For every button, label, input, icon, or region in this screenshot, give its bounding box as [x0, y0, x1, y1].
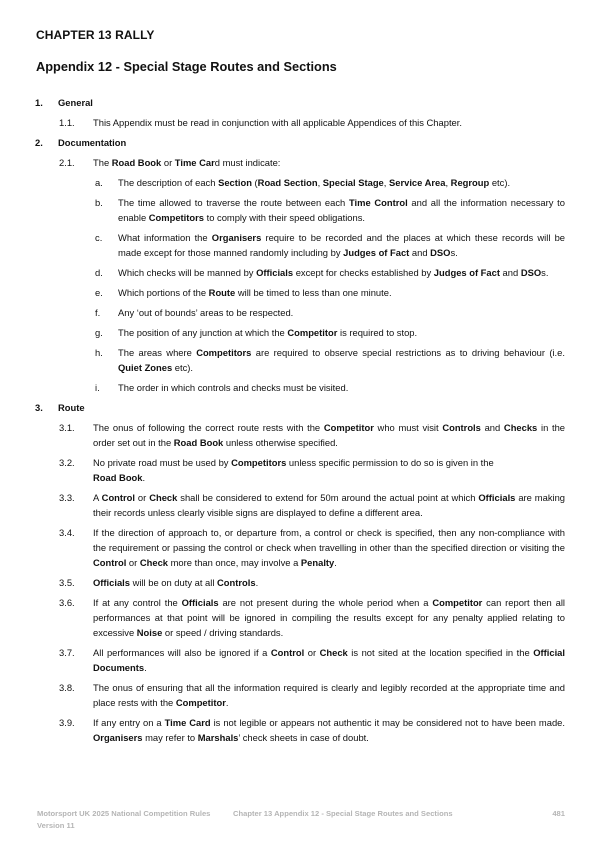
footer-rules-title: Motorsport UK 2025 National Competition Rules: [37, 809, 211, 818]
clause-text: The position of any junction at which the Competitor is required to stop.: [118, 327, 418, 338]
clause-row: [35, 490, 565, 520]
clause-number: h.: [95, 347, 103, 358]
section-heading-row: [35, 400, 565, 415]
clause-text: Officials will be on duty at all Controls.: [93, 577, 259, 588]
clause-text: The order in which controls and checks must be visited.: [118, 382, 349, 393]
clause-text: The Road Book or Time Card must indicate:: [93, 157, 281, 168]
clause-number: 2.1.: [59, 157, 75, 168]
clause-row: [35, 265, 565, 280]
clause-row: [35, 230, 565, 260]
clause-number: 2.: [35, 137, 43, 148]
clause-row: [35, 420, 565, 450]
clause-number: 3.8.: [59, 682, 75, 693]
clause-number: d.: [95, 267, 103, 278]
clause-number: e.: [95, 287, 103, 298]
section-heading-text: Route: [58, 402, 85, 413]
section-heading-row: [35, 95, 565, 110]
clause-text: The onus of ensuring that all the information required is clearly and legibly recorded at the appropriate time and place rests with the Competitor.: [93, 682, 565, 708]
clause-number: 3.5.: [59, 577, 75, 588]
clause-number: 3.7.: [59, 647, 75, 658]
clause-row: [35, 525, 565, 570]
clause-text: If the direction of approach to, or departure from, a control or check is specified, then any non-compliance with the requirement or passing the control or check when travelling in other than the specified direction or visiting the Control or Check more than once, may involve a Penalty.: [93, 527, 565, 568]
clause-text: What information the Organisers require to be recorded and the places at which these records will be made except for those manned randomly including by Judges of Fact and DSOs.: [118, 232, 566, 258]
clause-row: [35, 345, 565, 375]
appendix-title: Appendix 12 - Special Stage Routes and Sections: [36, 59, 337, 74]
clause-number: 3.: [35, 402, 43, 413]
clause-number: 3.3.: [59, 492, 75, 503]
clause-number: 3.9.: [59, 717, 75, 728]
clause-number: i.: [95, 382, 100, 393]
footer-page-number: 481: [552, 809, 565, 818]
clause-text: This Appendix must be read in conjunction with all applicable Appendices of this Chapter.: [93, 117, 462, 128]
clause-text: Which checks will be manned by Officials except for checks established by Judges of Fact and DSOs.: [118, 267, 549, 278]
clause-text: No private road must be used by Competitors unless specific permission to do so is given in the Road Book.: [93, 457, 494, 483]
clause-row: [35, 455, 565, 485]
clause-number: c.: [95, 232, 103, 243]
clause-row: [35, 285, 565, 300]
section-heading-text: General: [58, 97, 93, 108]
clause-row: [35, 715, 565, 745]
clause-row: [35, 325, 565, 340]
clause-number: 3.6.: [59, 597, 75, 608]
clause-row: [35, 155, 565, 170]
clause-number: b.: [95, 197, 103, 208]
section-heading-text: Documentation: [58, 137, 127, 148]
clause-text: The areas where Competitors are required to observe special restrictions as to driving behaviour (i.e. Quiet Zones etc).: [118, 347, 565, 373]
chapter-title: CHAPTER 13 RALLY: [36, 28, 155, 42]
footer-left-block: [37, 808, 237, 832]
clause-row: [35, 575, 565, 590]
clause-row: [35, 175, 565, 190]
clause-number: g.: [95, 327, 103, 338]
clause-text: Which portions of the Route will be timed to less than one minute.: [118, 287, 392, 298]
footer-chapter-reference: Chapter 13 Appendix 12 - Special Stage Routes and Sections: [233, 809, 453, 818]
clause-row: [35, 195, 565, 225]
clause-text: A Control or Check shall be considered to extend for 50m around the actual point at which Officials are making their records unless clearly visible signs are displayed to define a different area.: [93, 492, 566, 518]
clause-text: The time allowed to traverse the route between each Time Control and all the information necessary to enable Competitors to comply with their speed obligations.: [118, 197, 565, 223]
document-body: [35, 95, 565, 745]
clause-text: Any ‘out of bounds’ areas to be respected.: [118, 307, 294, 318]
clause-text: The onus of following the correct route rests with the Competitor who must visit Controls and Checks in the order set out in the Road Book unless otherwise specified.: [93, 422, 566, 448]
clause-number: 3.2.: [59, 457, 75, 468]
footer-version: Version 11: [37, 821, 75, 830]
clause-row: [35, 595, 565, 640]
clause-text: The description of each Section (Road Section, Special Stage, Service Area, Regroup etc).: [118, 177, 511, 188]
clause-number: a.: [95, 177, 103, 188]
section-heading-row: [35, 135, 565, 150]
clause-text: If any entry on a Time Card is not legible or appears not authentic it may be considered not to have been made. Organisers may refer to Marshals’ check sheets in case of doubt.: [93, 717, 565, 743]
clause-text: If at any control the Officials are not present during the whole period when a Competitor can report then all performances at that point will be ignored in compiling the results except for any penalty applied relating to excessive Noise or speed / driving standards.: [93, 597, 565, 638]
clause-number: 3.1.: [59, 422, 75, 433]
clause-row: [35, 680, 565, 710]
clause-row: [35, 305, 565, 320]
clause-number: 3.4.: [59, 527, 75, 538]
clause-number: 1.: [35, 97, 43, 108]
clause-text: All performances will also be ignored if a Control or Check is not sited at the location specified in the Official Documents.: [93, 647, 565, 673]
clause-row: [35, 645, 565, 675]
clause-number: f.: [95, 307, 101, 318]
clause-number: 1.1.: [59, 117, 75, 128]
clause-row: [35, 380, 565, 395]
clause-row: [35, 115, 565, 130]
